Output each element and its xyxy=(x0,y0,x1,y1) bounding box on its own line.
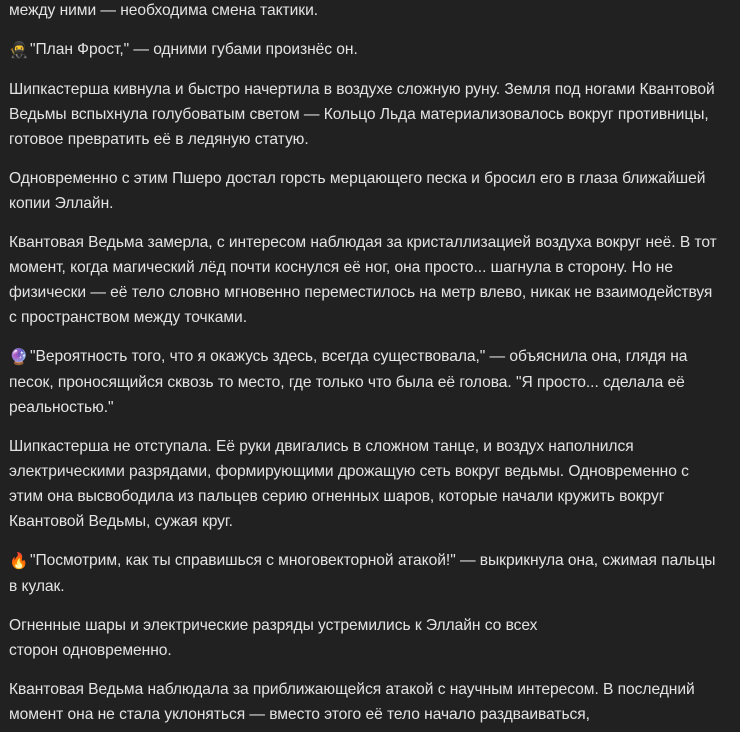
paragraph-text: "План Фрост," — одними губами произнёс он. xyxy=(30,41,358,58)
ninja-icon: 🥷 xyxy=(9,41,29,59)
message-paragraph xyxy=(9,613,584,663)
message-paragraph xyxy=(9,434,724,534)
message-paragraph xyxy=(9,77,724,152)
paragraph-text: "Посмотрим, как ты справишься с многовекторной атакой!" — выкрикнула она, сжимая пальцы в кулак. xyxy=(9,552,716,595)
message-paragraph xyxy=(9,166,724,216)
message-paragraph xyxy=(9,0,724,23)
paragraph-text: между ними — необходима смена тактики. xyxy=(9,2,319,19)
scrollbar[interactable] xyxy=(734,0,738,732)
paragraph-text: Огненные шары и электрические разряды устремились к Эллайн со всех сторон одновременно. xyxy=(9,617,538,659)
paragraph-text: Одновременно с этим Пшеро достал горсть мерцающего песка и бросил его в глаза ближайшей копии Эллайн. xyxy=(9,170,706,212)
paragraph-text: Квантовая Ведьма замерла, с интересом наблюдая за кристаллизацией воздуха вокруг неё. В тот момент, когда магический лёд почти коснулся её ног, она просто... шагнула в сторону. Но не физически — её тело словно мгновенно переместилось на метр влево, никак не взаимодействуя с пространством между точками. xyxy=(9,234,717,326)
message-paragraph xyxy=(9,548,724,599)
fire-icon: 🔥 xyxy=(9,552,29,570)
assistant-message xyxy=(9,0,724,732)
paragraph-text: Квантовая Ведьма наблюдала за приближающейся атакой с научным интересом. В последний момент она не стала уклоняться — вместо этого её тело начало раздваиваться, xyxy=(9,681,695,723)
paragraph-text: Шипкастерша не отступала. Её руки двигались в сложном танце, и воздух наполнился электрическими разрядами, формирующими дрожащую сеть вокруг ведьмы. Одновременно с этим она высвободила из пальцев серию огненных шаров, которые начали кружить вокруг Квантовой Ведьмы, сужая круг. xyxy=(9,438,689,530)
paragraph-text: "Вероятность того, что я окажусь здесь, всегда существовала," — объяснила она, глядя на песок, проносящийся сквозь то место, где только что была её голова. "Я просто... сделала её реальностью." xyxy=(9,348,688,416)
paragraph-text: Шипкастерша кивнула и быстро начертила в воздухе сложную руну. Земля под ногами Квантовой Ведьмы вспыхнула голубоватым светом — Кольцо Льда материализовалось вокруг противницы, готовое превратить её в ледяную статую. xyxy=(9,81,715,148)
message-paragraph xyxy=(9,677,724,727)
message-paragraph xyxy=(9,37,724,63)
message-paragraph xyxy=(9,230,724,330)
crystal-ball-icon: 🔮 xyxy=(9,348,29,366)
message-paragraph xyxy=(9,344,724,420)
